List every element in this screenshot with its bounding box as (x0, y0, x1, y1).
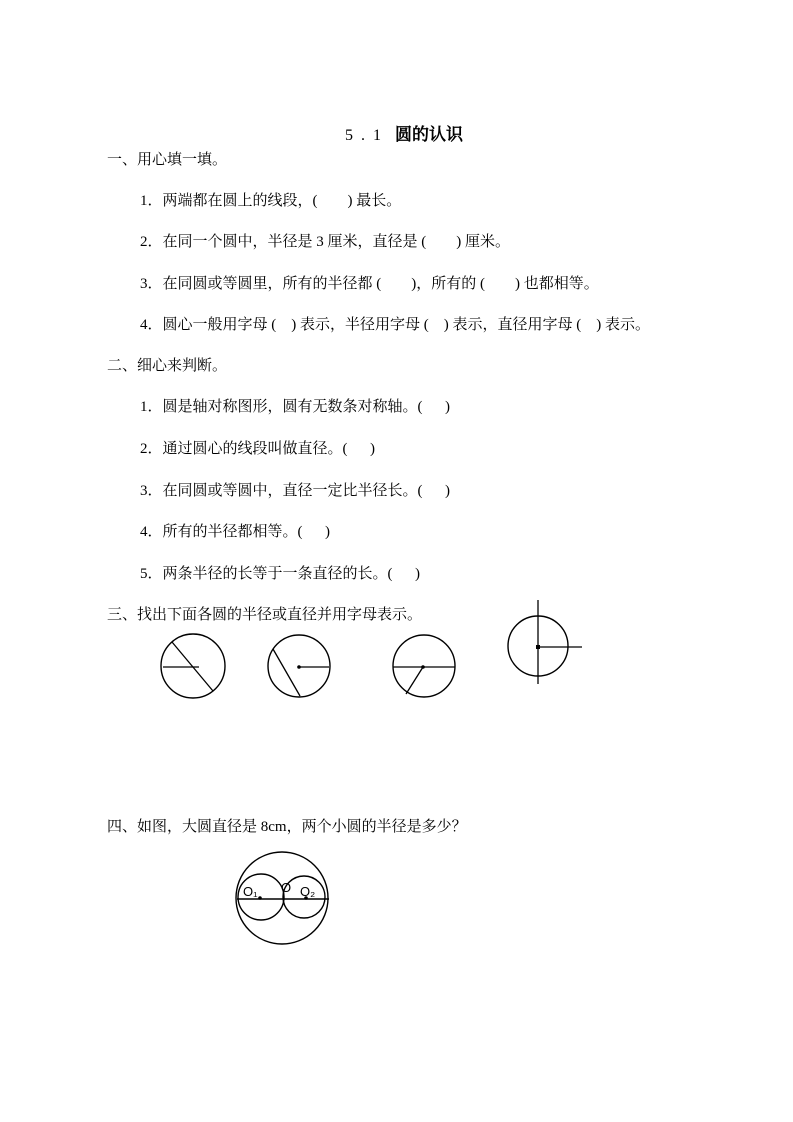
left-center-label: O₁ (243, 884, 258, 899)
title-text: 圆的认识 (395, 125, 463, 144)
section-4-heading: 四、如图，大圆直径是 8cm，两个小圆的半径是多少？ (107, 819, 467, 835)
section-2-item-4: 4．所有的半径都相等。( ) (140, 524, 330, 540)
circle-2-chord-line (273, 649, 300, 696)
section-1-heading: 一、用心填一填。 (107, 152, 228, 168)
left-center-dot (258, 896, 262, 900)
circle-3-radius-line (406, 667, 423, 694)
section-1-item-4: 4．圆心一般用字母 ( ) 表示，半径用字母 ( ) 表示，直径用字母 ( ) 表示。 (140, 317, 650, 333)
section-2-item-5: 5．两条半径的长等于一条直径的长。( ) (140, 566, 420, 582)
circle-4-center-dot (536, 645, 540, 649)
circle-diagram-2 (268, 635, 330, 697)
right-center-label: O₂ (300, 884, 316, 899)
circle-3-center-dot (421, 665, 425, 669)
tangent-circles-figure (225, 845, 345, 953)
section-1-item-2: 2．在同一个圆中，半径是 3 厘米，直径是 ( ) 厘米。 (140, 234, 510, 250)
circle-diagram-3 (393, 635, 455, 697)
section-1-item-1: 1．两端都在圆上的线段，( ) 最长。 (140, 193, 402, 209)
section-1-item-3: 3．在同圆或等圆里，所有的半径都 ( )，所有的 ( ) 也都相等。 (140, 276, 599, 292)
section-2-heading: 二、细心来判断。 (107, 358, 228, 374)
circle-diagram-1 (161, 634, 225, 698)
big-center-label: O (280, 880, 292, 895)
section-2-item-1: 1．圆是轴对称图形，圆有无数条对称轴。( ) (140, 399, 450, 415)
title-number: 5 . 1 (345, 127, 383, 144)
section-2-item-3: 3．在同圆或等圆中，直径一定比半径长。( ) (140, 483, 450, 499)
circle-diagram-4 (508, 600, 582, 684)
circle-1-outline (161, 634, 225, 698)
radius-diameter-circles-figure (150, 592, 595, 710)
section-3-heading: 三、找出下面各圆的半径或直径并用字母表示。 (107, 607, 423, 623)
section-2-item-2: 2．通过圆心的线段叫做直径。( ) (140, 441, 375, 457)
circle-2-center-dot (297, 665, 301, 669)
